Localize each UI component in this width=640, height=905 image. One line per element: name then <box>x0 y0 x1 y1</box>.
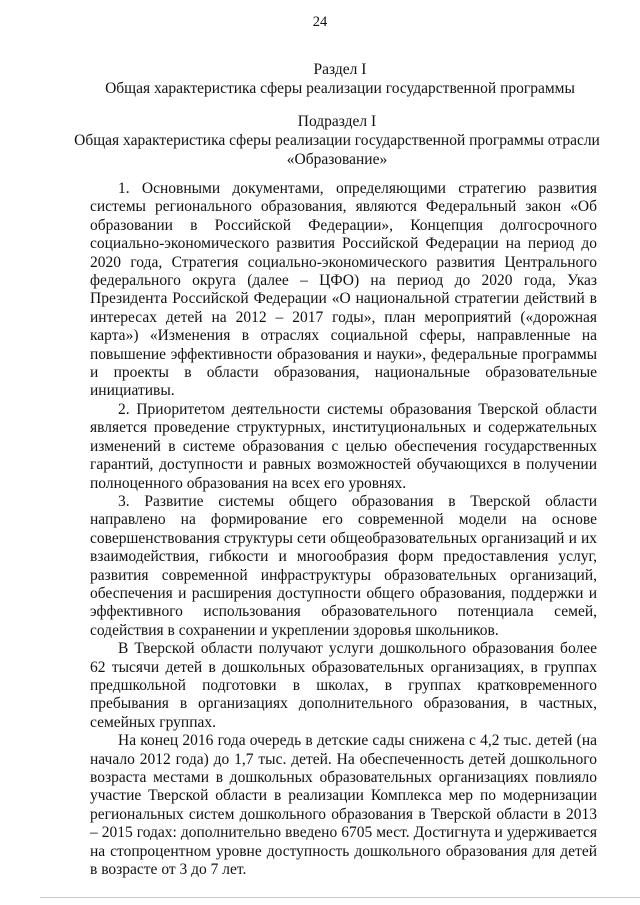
page-bottom-divider <box>40 897 640 898</box>
page-number: 24 <box>312 14 328 30</box>
paragraph-1: 1. Основными документами, определяющими стратегию развития системы регионального образования, являются Федеральный закон «Об образовании в Российской Федерации», Концепция долгосрочного социально-экономического развития Российской Федерации на период до 2020 года, Стратегия социально-экономического развития Центрального федерального округа (далее – ЦФО) на период до 2020 года, Указ Президента Российской Федерации «О национальной стратегии действий в интересах детей на 2012 – 2017 годы», план мероприятий («дорожная карта») «Изменения в отраслях социальной сферы, направленные на повышение эффективности образования и науки», федеральные программы и проекты в области образования, национальные образовательные инициативы. <box>90 180 597 400</box>
paragraph-4: В Тверской области получают услуги дошкольного образования более 62 тысячи детей в дошкольных образовательных организациях, в группах предшкольной подготовки в школах, в группах кратковременного пребывания в организациях дополнительного образования, в частных, семейных группах. <box>90 640 597 731</box>
section-header <box>88 60 592 98</box>
subsection-header <box>72 112 602 169</box>
section-heading: Раздел I <box>313 61 367 78</box>
subsection-heading: Подраздел I <box>297 113 377 130</box>
body-text <box>90 180 597 879</box>
paragraph-2: 2. Приоритетом деятельности системы образования Тверской области является проведение структурных, институциональных и содержательных изменений в системе образования с целью обеспечения государственных гарантий, доступности и равных возможностей обучающихся в получении полноценного образования на всех его уровнях. <box>90 400 597 492</box>
paragraph-3: 3. Развитие системы общего образования в Тверской области направлено на формирование его современной модели на основе совершенствования структуры сети общеобразовательных организаций и их взаимодействия, гибкости и многообразия форм предоставления услуг, развития современной инфраструктуры образовательных организаций, обеспечения и расширения доступности общего образования, поддержки и эффективного использования образовательного потенциала семей, содействия в сохранении и укреплении здоровья школьников. <box>90 492 597 639</box>
paragraph-5: На конец 2016 года очередь в детские сады снижена с 4,2 тыс. детей (на начало 2012 года) до 1,7 тыс. детей. На обеспеченность детей дошкольного возраста местами в дошкольных образовательных организациях повлияло участие Тверской области в реализации Комплекса мер по модернизации региональных систем дошкольного образования в Тверской области в 2013 – 2015 годах: дополнительно введено 6705 мест. Достигнута и удерживается на стопроцентном уровне доступность дошкольного образования для детей в возрасте от 3 до 7 лет. <box>90 732 597 879</box>
subsection-title-line2: «Образование» <box>286 151 388 168</box>
subsection-title-line1: Общая характеристика сферы реализации государственной программы отрасли <box>74 132 600 149</box>
section-title: Общая характеристика сферы реализации государственной программы <box>105 80 575 97</box>
